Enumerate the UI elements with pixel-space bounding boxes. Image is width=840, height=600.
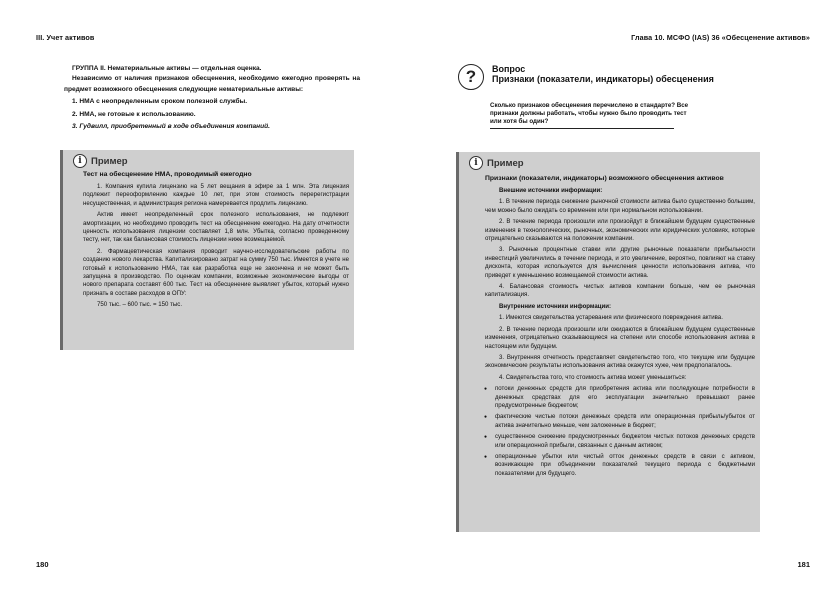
question-divider (490, 128, 674, 129)
external-sources-heading: Внешние источники информации: (499, 187, 603, 194)
example-box (456, 152, 760, 532)
group-intro: Независимо от наличия признаков обесценения, необходимо ежегодно проверять на предмет возможного обесценения следующие нематериальные активы: (64, 75, 360, 93)
internal-source-item: 4. Свидетельства того, что стоимость актива может уменьшиться: (499, 373, 687, 381)
running-head: Глава 10. МСФО (IAS) 36 «Обесценение активов» (631, 33, 810, 42)
internal-source-item: 2. В течение периода произошли или ожидаются в ближайшем будущем существенные изменения, отрицательно сказывающиеся на степени или способе использования актива в настоящем или будущем. (485, 325, 755, 350)
external-source-item: 4. Балансовая стоимость чистых активов компании больше, чем ее рыночная капитализация. (485, 283, 755, 299)
example-label: Пример (487, 157, 524, 169)
internal-source-item: 1. Имеются свидетельства устаревания или физического повреждения актива. (499, 314, 723, 322)
group-item: 1. НМА с неопределенным сроком полезной службы. (72, 98, 248, 106)
group-item: 3. Гудвилл, приобретенный в ходе объединения компаний. (72, 123, 271, 131)
group-item: 2. НМА, не готовые к использованию. (72, 110, 196, 118)
example-title: Тест на обесценение НМА, проводимый ежегодно (83, 171, 252, 178)
example-label: Пример (91, 155, 128, 167)
question-mark-icon: ? (458, 64, 484, 90)
bullet-item: ● фактические чистые потоки денежных средств или операционная прибыль/убыток от актива значительно меньше, чем заложенные в бюджет; (485, 413, 755, 430)
example-paragraph: 2. Фармацевтическая компания проводит научно-исследовательские работы по созданию нового лекарства. Капитализировано затрат на сумму 750 тыс. Имеется в учете не готовый к использованию НМА, так как разработка еще не закончена и не может быть запущена в производство. По оценкам компании, возможные экономические выгоды от нового препарата составят 600 тыс. Тест на обесценение выявляет убыток, который нужно признать в составе расходов в ОПУ: (83, 247, 349, 297)
example-paragraph: 1. Компания купила лицензию на 5 лет вещания в эфире за 1 млн. Эта лицензия подлежит переоформлению каждые 10 лет, при этом стоимость перерегистрации несущественная, и администрация региона намеревается продлить лицензию. (83, 183, 349, 207)
internal-source-item: 3. Внутренняя отчетность представляет свидетельство того, что текущие или будущие экономические результаты использования актива окажутся хуже, чем предполагалось. (485, 353, 755, 370)
info-icon: i (469, 156, 483, 170)
external-source-item: 1. В течение периода снижение рыночной стоимости актива было существенно большим, чем можно было ожидать со временем или при нормальном использовании. (485, 198, 755, 214)
group-section (64, 64, 360, 132)
example-header (469, 156, 524, 170)
internal-sources-heading: Внутренние источники информации: (499, 302, 612, 310)
page-number: 181 (797, 560, 810, 569)
external-source-item: 2. В течение периода произошли или произойдут в ближайшем будущем существенные изменения в технологических, рыночных, экономических или юридических условиях, которые отрицательно сказываются на положении компании. (485, 218, 755, 243)
bullet-item: ● операционные убытки или чистый отток денежных средств в связи с активом, возникающие при объединении показателей текущего периода с бюджетными показателями для будущего. (485, 453, 755, 478)
info-icon: i (73, 154, 87, 168)
question-text: Сколько признаков обесценения перечислено в стандарте? Все признаки должны работать, чтобы нужно было проводить тест или хотя бы один? (490, 102, 689, 126)
group-title: ГРУППА II. Нематериальные активы — отдельная оценка. (72, 65, 262, 72)
bullet-item: ● потоки денежных средств для приобретения актива или последующие потребности в денежных средствах для его эксплуатации значительно превышают ранее предусмотренные бюджетом; (485, 385, 755, 410)
question-label: Вопрос (492, 64, 526, 74)
external-source-item: 3. Рыночные процентные ставки или другие рыночные показатели прибыльности инвестиций увеличились в течение периода, и это увеличение, вероятно, повлияют на ставку дисконта, которая используется для вычисления ценности использования актива, что приведет к уменьшению возмещаемой стоимости актива. (485, 246, 755, 279)
question-title: Признаки (показатели, индикаторы) обесценения (492, 74, 714, 84)
example-body (83, 170, 349, 310)
bullet-item: ● существенное снижение предусмотренных бюджетом чистых потоков денежных средств или операционной прибыли, связанных с данным активом; (485, 433, 755, 450)
question-block (492, 64, 742, 85)
example-title: Признаки (показатели, индикаторы) возможного обесценения активов (485, 175, 724, 182)
example-box (60, 150, 354, 350)
example-formula: 750 тыс. – 600 тыс. = 150 тыс. (97, 301, 183, 309)
example-body (485, 174, 755, 481)
example-paragraph: Актив имеет неопределенный срок полезного использования, не подлежит амортизации, но необходимо проводить тест на обесценение ежегодно. На дату отчетности ценность использования лицензии составляет 1,8 млн. Убытка, согласно проведенному тесту, нет, так как балансовая стоимость лицензии ниже возмещаемой. (83, 211, 349, 244)
running-head: III. Учет активов (36, 33, 95, 42)
page-number: 180 (36, 560, 49, 569)
example-header (73, 154, 128, 168)
